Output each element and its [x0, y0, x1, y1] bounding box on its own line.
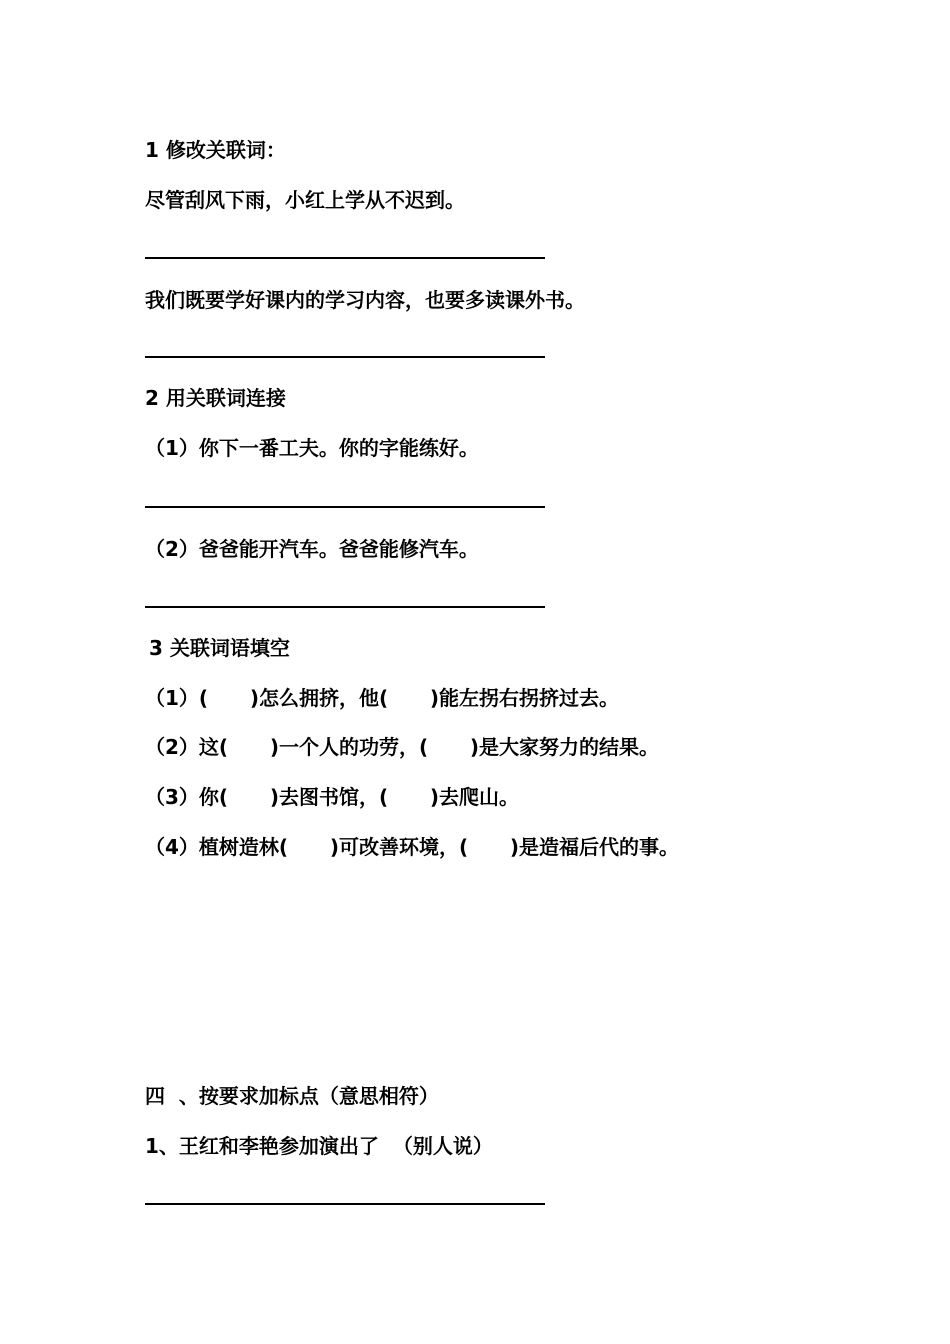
answer-blank-5[interactable] — [145, 1203, 545, 1205]
section3-item-1: （1）( )怎么拥挤，他( )能左拐右拐挤过去。 — [145, 686, 620, 710]
section3-item-4: （4）植树造林( )可改善环境，( )是造福后代的事。 — [145, 835, 680, 859]
answer-blank-3[interactable] — [145, 506, 545, 508]
section1-sentence-2: 我们既要学好课内的学习内容，也要多读课外书。 — [145, 288, 585, 312]
section4-heading: 四 、按要求加标点（意思相符） — [145, 1084, 439, 1108]
section2-item-1: （1）你下一番工夫。你的字能练好。 — [145, 436, 479, 460]
answer-blank-4[interactable] — [145, 606, 545, 608]
section1-heading: 1 修改关联词： — [145, 138, 286, 162]
section2-item-2: （2）爸爸能开汽车。爸爸能修汽车。 — [145, 537, 479, 561]
section3-heading: 3 关联词语填空 — [149, 636, 290, 660]
section3-item-3: （3）你( )去图书馆，( )去爬山。 — [145, 785, 520, 809]
answer-blank-2[interactable] — [145, 356, 545, 358]
section4-item-1: 1、王红和李艳参加演出了 （别人说） — [145, 1134, 493, 1158]
answer-blank-1[interactable] — [145, 257, 545, 259]
section3-item-2: （2）这( )一个人的功劳，( )是大家努力的结果。 — [145, 735, 660, 759]
section1-sentence-1: 尽管刮风下雨，小红上学从不迟到。 — [145, 188, 465, 212]
section2-heading: 2 用关联词连接 — [145, 386, 286, 410]
